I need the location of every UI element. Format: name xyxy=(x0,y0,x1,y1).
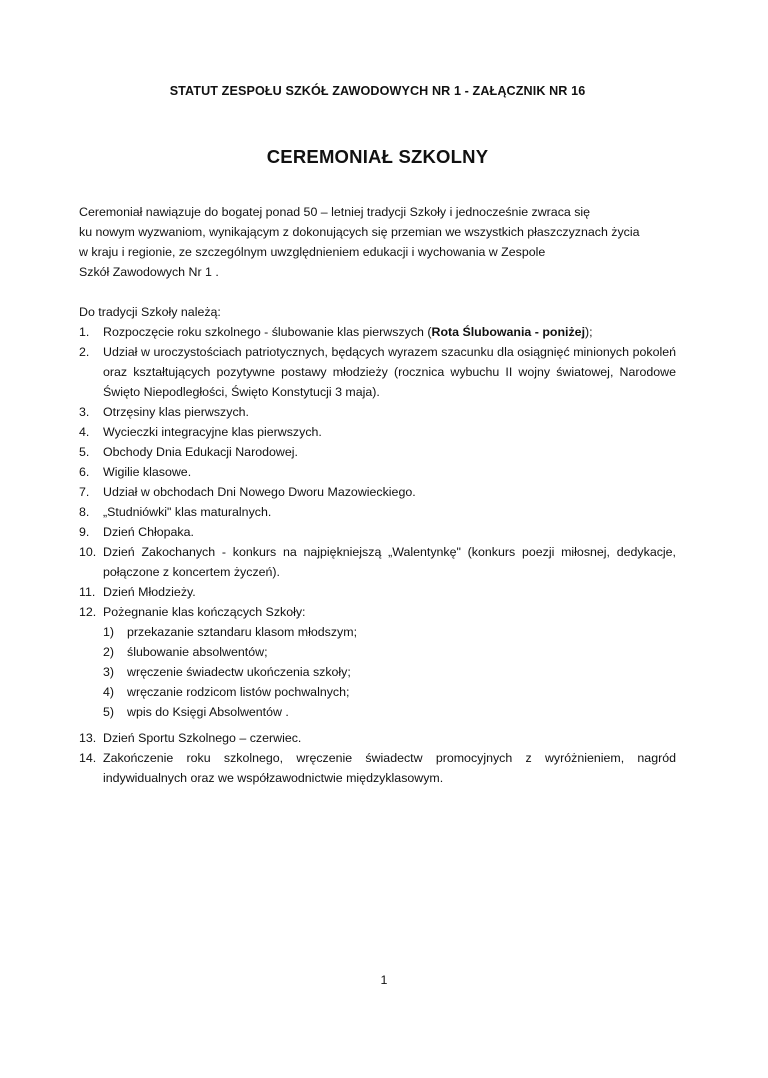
page-number: 1 xyxy=(380,973,388,987)
item-number: 13. xyxy=(79,731,97,745)
intro-paragraph xyxy=(79,202,676,282)
subitem-number: 1) xyxy=(103,625,115,639)
item-text: Wycieczki integracyjne klas pierwszych. xyxy=(103,425,322,439)
item-number: 1. xyxy=(79,325,90,339)
intro-line: w kraju i regionie, ze szczególnym uwzględnieniem edukacji i wychowania w Zespole xyxy=(79,245,546,259)
item-bold-text: Rota Ślubowania - poniżej xyxy=(431,325,586,339)
item-number: 11. xyxy=(79,585,96,599)
list-item xyxy=(79,582,676,602)
item-text: Udział w obchodach Dni Nowego Dworu Mazowieckiego. xyxy=(103,485,416,499)
list-item xyxy=(79,542,676,582)
item-number: 14. xyxy=(79,751,97,765)
item-text-end: ); xyxy=(585,325,593,339)
item-text: Rozpoczęcie roku szkolnego - ślubowanie klas pierwszych ( xyxy=(103,325,432,339)
item-number: 5. xyxy=(79,445,90,459)
subitem-text: ślubowanie absolwentów; xyxy=(127,645,268,659)
list-item xyxy=(79,482,676,502)
sublist-item xyxy=(103,642,676,662)
list-item xyxy=(79,402,676,422)
item-text: Otrzęsiny klas pierwszych. xyxy=(103,405,249,419)
subitem-text: przekazanie sztandaru klasom młodszym; xyxy=(127,625,358,639)
traditions-list xyxy=(79,322,676,788)
document-header: STATUT ZESPOŁU SZKÓŁ ZAWODOWYCH NR 1 - ZAŁĄCZNIK NR 16 xyxy=(169,84,586,98)
item-number: 12. xyxy=(79,605,97,619)
list-item xyxy=(79,748,676,788)
item-number: 6. xyxy=(79,465,90,479)
list-item xyxy=(79,322,676,342)
subitem-number: 2) xyxy=(103,645,115,659)
item-number: 3. xyxy=(79,405,90,419)
list-item xyxy=(79,342,676,402)
list-item xyxy=(79,422,676,442)
item-number: 8. xyxy=(79,505,90,519)
item-text: Zakończenie roku szkolnego, wręczenie świadectw promocyjnych z wyróżnieniem, nagród indywidualnych oraz we współzawodnictwie międzyklasowym. xyxy=(103,751,676,785)
subitem-text: wpis do Księgi Absolwentów . xyxy=(127,705,289,719)
list-item xyxy=(79,522,676,542)
item-number: 2. xyxy=(79,345,90,359)
sublist-item xyxy=(103,702,676,722)
list-item xyxy=(79,602,676,722)
item-text: Dzień Młodzieży. xyxy=(103,585,196,599)
list-item xyxy=(79,502,676,522)
intro-line: ku nowym wyzwaniom, wynikającym z dokonujących się przemian we wszystkich płaszczyznach życia xyxy=(79,225,640,239)
sublist-item xyxy=(103,682,676,702)
item-number: 7. xyxy=(79,485,90,499)
intro-line: Szkół Zawodowych Nr 1 . xyxy=(79,265,219,279)
item-text: Dzień Chłopaka. xyxy=(103,525,194,539)
item-text: Pożegnanie klas kończących Szkoły: xyxy=(103,605,306,619)
item-text: „Studniówki" klas maturalnych. xyxy=(103,505,272,519)
item-text: Udział w uroczystościach patriotycznych, będących wyrazem szacunku dla osiągnięć minionych pokoleń oraz kształtujących pozytywne postawy młodzieży (rocznica wybuchu II wojny światowej, Narodowe Święto Niepodległości, Święto Konstytucji 3 maja). xyxy=(103,345,676,399)
list-item xyxy=(79,462,676,482)
item-number: 4. xyxy=(79,425,90,439)
item-number: 10. xyxy=(79,545,97,559)
subitem-text: wręczenie świadectw ukończenia szkoły; xyxy=(127,665,351,679)
page-title: CEREMONIAŁ SZKOLNY xyxy=(266,146,489,167)
sublist-item xyxy=(103,662,676,682)
intro-line: Ceremoniał nawiązuje do bogatej ponad 50 – letniej tradycji Szkoły i jednocześnie zwraca się xyxy=(79,205,591,219)
item-number: 9. xyxy=(79,525,90,539)
item-text: Wigilie klasowe. xyxy=(103,465,192,479)
item-text: Obchody Dnia Edukacji Narodowej. xyxy=(103,445,298,459)
list-lead: Do tradycji Szkoły należą: xyxy=(79,305,221,319)
subitem-number: 3) xyxy=(103,665,115,679)
subitem-number: 4) xyxy=(103,685,115,699)
item-text: Dzień Zakochanych - konkurs na najpiękniejszą „Walentynkę" (konkurs poezji miłosnej, dedykacje, połączone z koncertem życzeń). xyxy=(103,545,676,579)
subitem-text: wręczanie rodzicom listów pochwalnych; xyxy=(127,685,350,699)
document-page xyxy=(0,84,768,1078)
farewell-sublist xyxy=(103,622,676,722)
list-item xyxy=(79,442,676,462)
subitem-number: 5) xyxy=(103,705,115,719)
list-item xyxy=(79,728,676,748)
item-text: Dzień Sportu Szkolnego – czerwiec. xyxy=(103,731,302,745)
sublist-item xyxy=(103,622,676,642)
